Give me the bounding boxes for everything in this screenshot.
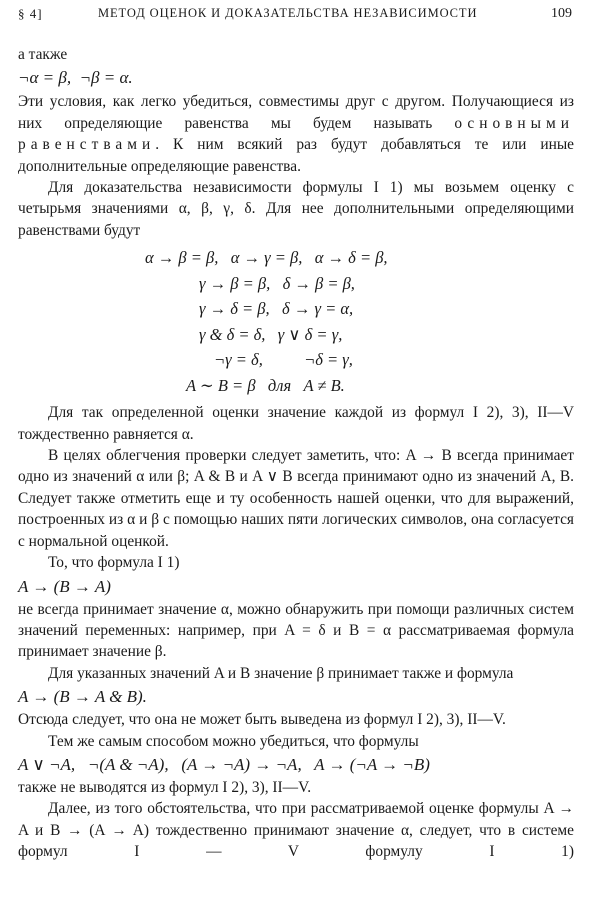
emphasized-term: основными равенствами: [18, 114, 574, 154]
running-title: МЕТОД ОЦЕНОК И ДОКАЗАТЕЛЬСТВА НЕЗАВИСИМОСТИ: [98, 6, 478, 20]
equation-row: γ → β = β, δ → β = β,: [199, 273, 355, 293]
equation: A → (B → A): [18, 576, 111, 596]
paragraph: Далее, из того обстоятельства, что при рассматриваемой оценке формулы A → A и B → (A → A) тождественно принимают значение α, следует, что в системе формул I — V формулу I 1): [18, 800, 574, 861]
paragraph: также не выводятся из формул I 2), 3), II—V.: [18, 778, 312, 796]
equation: ¬α = β, ¬β = α.: [18, 68, 133, 88]
equation-row: ¬γ = δ, ¬δ = γ,: [214, 350, 353, 370]
paragraph: Для доказательства независимости формулы I 1) мы возьмем оценку с четырьмя значениями α, β, γ, δ. Для нее дополнительными определяющими равенствами будут: [18, 179, 574, 239]
paragraph: В целях облегчения проверки следует заметить, что: A → B всегда принимает одно из значений α или β; A & B и A ∨ B всегда принимают одно из значений A, B. Следует также отметить еще и ту особенность нашей оценки, что для выражений, построенных из α и β с помощью наших пяти логических символов, она согласуется с нормальной оценкой.: [18, 447, 574, 550]
equation: A → (B → A & B).: [18, 687, 147, 707]
paragraph: Для так определенной оценки значение каждой из формул I 2), 3), II—V тождественно равняется α.: [18, 404, 574, 443]
text-run: Эти условия, как легко убедиться, совместимы друг с другом. Получающиеся из них определяющие равенства мы будем называть: [18, 93, 574, 132]
paragraph: То, что формула I 1): [48, 554, 180, 572]
paragraph: Отсюда следует, что она не может быть выведена из формул I 2), 3), II—V.: [18, 711, 506, 729]
paragraph: Тем же самым способом можно убедиться, что формулы: [48, 732, 419, 750]
equation-system: [18, 245, 574, 398]
paragraph: не всегда принимает значение α, можно обнаружить при помощи различных систем значений переменных: например, при A = δ и B = α рассматриваемая формула принимает значение β.: [18, 600, 574, 661]
equation-row: α → β = β, α → γ = β, α → δ = β,: [145, 248, 388, 268]
equation-row: A ∼ B = β для A ≠ B.: [186, 375, 345, 395]
equation-row: γ → δ = β, δ → γ = α,: [199, 299, 354, 319]
paragraph: Для указанных значений A и B значение β принимает также и формула: [48, 664, 514, 682]
paragraph: а также: [18, 46, 68, 63]
equation: A ∨ ¬A, ¬(A & ¬A), (A → ¬A) → ¬A, A → (¬A → ¬B): [18, 754, 430, 774]
running-header: [18, 6, 572, 26]
equation-row: γ & δ = δ, γ ∨ δ = γ,: [199, 324, 343, 344]
paragraph: [18, 91, 574, 177]
section-mark: § 4]: [18, 6, 43, 21]
text-run: . К ним всякий раз будут добавляться те или иные дополнительные определяющие равенства.: [18, 136, 574, 175]
page-number: 109: [551, 6, 572, 21]
page-body: [18, 44, 574, 863]
